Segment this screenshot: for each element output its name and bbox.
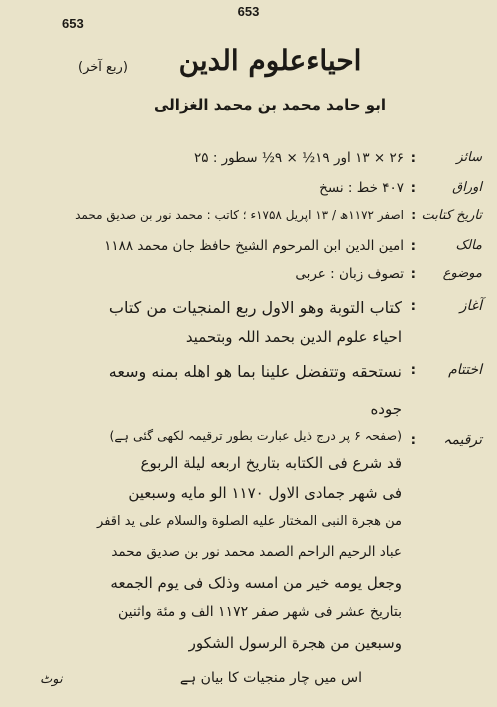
colophon-section: ترقیمہ : (صفحہ ۶ پر درج ذیل عبارت بطور ترقیمہ لکھی گئی ہے) قد شرع فی الکتابه بتاریخ اربعه لیلة الربوع فی شهر جمادی الاول ۱۱۷۰ الو مایه وسبعین من هجرة النبی المختار علیه الصلوة والسلام علی ید اقفر عباد الرحیم الراحم الصمد محمد نور بن صدیق محمد وجعل یومه خیر من امسه وذلک فی یوم الجمعه بتاریخ عشر فی شهر صفر ۱۱۷۲ الف و مئة واثنین وسبعین من هجرة الرسول الشکور (20, 428, 482, 678)
field-folios-value: ۴۰۷ خط : نسخ (319, 180, 404, 196)
colophon-line-8: وسبعین من هجرة الرسول الشکور (188, 634, 402, 652)
field-size-label: سائز (456, 150, 482, 165)
incipit-section: آغاز : کتاب التوبة وھو الاول ربع المنجیات من کتاب احیاء علوم الدین بحمد اللہ وبتحمید (20, 298, 482, 348)
incipit-line-1: کتاب التوبة وھو الاول ربع المنجیات من کتاب (108, 298, 402, 317)
note-section (20, 670, 482, 692)
field-size-value: ۲۶ × ۱۳ اور ۱۹½ × ۹½ سطور : ۲۵ (194, 150, 404, 166)
field-date-value: اصفر ۱۱۷۲ھ / ۱۳ اپریل ۱۷۵۸ء ؛ کاتب : محمد نور بن صدیق محمد (75, 208, 404, 222)
colophon-line-3: فی شهر جمادی الاول ۱۱۷۰ الو مایه وسبعین (128, 484, 402, 502)
field-date-label: تاریخ کتابت (421, 208, 482, 223)
colophon-line-4: من هجرة النبی المختار علیه الصلوة والسلام علی ید اقفر (97, 514, 402, 529)
manuscript-title: احیاءعلوم الدین (178, 44, 362, 77)
colophon-line-6: وجعل یومه خیر من امسه وذلک فی یوم الجمعه (110, 574, 402, 592)
explicit-section: اختتام : نستحقه وتتفضل علینا بما هو اهله بمنه وسعه جوده (20, 362, 482, 412)
field-date: تاریخ کتابت : اصفر ۱۱۷۲ھ / ۱۳ اپریل ۱۷۵۸ء ؛ کاتب : محمد نور بن صدیق محمد (75, 208, 482, 223)
field-subject-value: تصوف زبان : عربی (295, 266, 404, 282)
incipit-label: آغاز (459, 298, 482, 314)
volume-note: (ربع آخر) (78, 60, 128, 75)
colophon-line-1: (صفحہ ۶ پر درج ذیل عبارت بطور ترقیمہ لکھی گئی ہے) (109, 428, 402, 443)
explicit-label: اختتام (448, 362, 482, 378)
field-size: سائز : ۲۶ × ۱۳ اور ۱۹½ × ۹½ سطور : ۲۵ (194, 150, 482, 166)
field-owner-value: امین الدین ابن المرحوم الشیخ حافظ جان محمد ۱۱۸۸ (104, 238, 404, 254)
page-number-side: 653 (62, 16, 84, 31)
explicit-line-2: جوده (370, 400, 402, 418)
colophon-line-2: قد شرع فی الکتابه بتاریخ اربعه لیلة الربوع (140, 454, 402, 472)
author-name: ابو حامد محمد بن محمد الغزالی (154, 96, 386, 114)
field-owner-label: مالک (455, 238, 482, 253)
incipit-line-2: احیاء علوم الدین بحمد اللہ وبتحمید (185, 328, 402, 346)
field-subject-label: موضوع (442, 266, 482, 281)
note-text: اس میں چار منجیات کا بیان ہے (179, 670, 362, 686)
explicit-line-1: نستحقه وتتفضل علینا بما هو اهله بمنه وسعه (108, 362, 402, 381)
field-folios: اوراق : ۴۰۷ خط : نسخ (319, 180, 482, 196)
field-subject: موضوع : تصوف زبان : عربی (295, 266, 482, 282)
colophon-line-5: عباد الرحیم الراحم الصمد محمد نور بن صدیق محمد (111, 544, 402, 560)
field-folios-label: اوراق (452, 180, 482, 195)
field-owner: مالک : امین الدین ابن المرحوم الشیخ حافظ جان محمد ۱۱۸۸ (104, 238, 482, 254)
note-label: نوٹ (40, 672, 63, 687)
colophon-label: ترقیمہ (443, 432, 482, 448)
colophon-line-7: بتاریخ عشر فی شهر صفر ۱۱۷۲ الف و مئة واثنین (117, 604, 402, 620)
page-number-top: 653 (237, 4, 260, 19)
